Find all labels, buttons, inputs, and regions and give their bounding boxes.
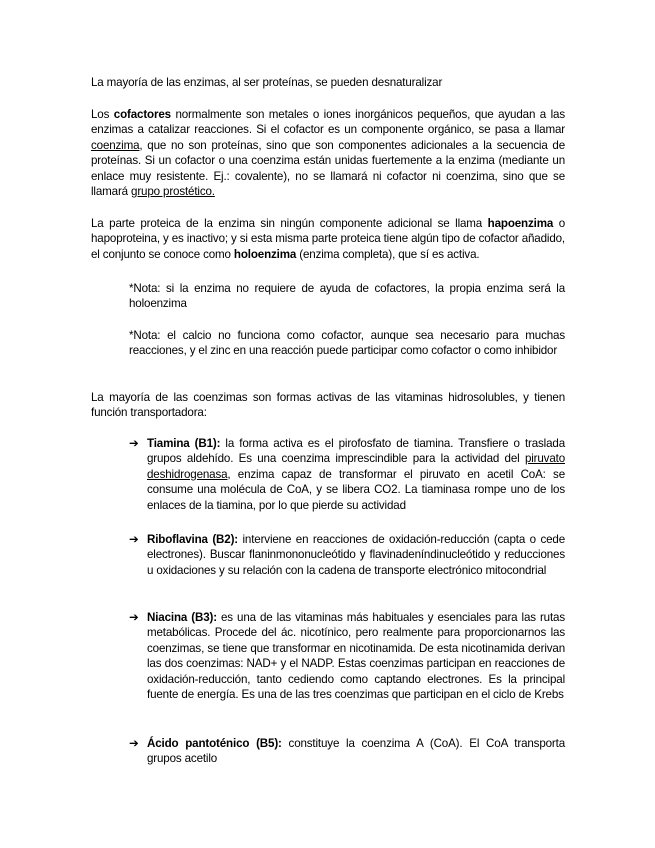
- text-run: constituye la coenzima A (CoA). El CoA transporta grupos acetilo: [147, 737, 566, 766]
- text-run: interviene en reacciones de oxidación-reducción (capta o cede electrones). Buscar flaninmononucleótido y flavinadeníndinucleótido y reducciones u oxidaciones y su relación con la cadena de transporte electrónico mitocondrial: [147, 533, 565, 577]
- text-run: , enzima capaz de transformar el piruvato en acetil CoA: se consume una molécula de CoA, y se libera CO2. La tiaminasa rompe uno de los enlaces de la tiamina, por lo que pierde su actividad: [147, 467, 565, 512]
- term-piruvato-deshidrogenasa: piruvato deshidrogenasa: [147, 452, 565, 481]
- text-run: Los: [91, 108, 114, 121]
- text-run: o hapoproteina, y es inactivo; y si esta misma parte proteica tiene algún tipo de cofactor añadido, el conjunto se conoce como: [91, 217, 566, 261]
- vitamin-name: Riboflavina (B2):: [147, 533, 238, 546]
- vitamin-name: Ácido pantoténico (B5):: [147, 737, 282, 750]
- vitamin-name: Tiamina (B1):: [147, 437, 221, 450]
- arrow-bullet-icon: ➔: [129, 437, 139, 450]
- text-run: normalmente son metales o iones inorgánicos pequeños, que ayudan a las enzimas a catalizar reacciones. Si el cofactor es un componente orgánico, se pasa a llamar: [91, 108, 565, 137]
- text-run: (enzima completa), que sí es activa.: [296, 247, 480, 261]
- text-run: es una de las vitaminas más habituales y esenciales para las rutas metabólicas. Procede del ác. nicotínico, pero realmente para proporcionarnos las coenzimas, se tiene que transformar en nicotinamida. De esta nicotinamida derivan las dos coenzimas: NAD+ y el NADP. Estas coenzimas participan en reacciones de oxidación-reducción, tanto cediendo como captando electrones. Es la principal fuente de energía. Es una de las tres coenzimas que participan en el ciclo de Krebs: [147, 611, 565, 702]
- term-coenzima: coenzima: [91, 138, 140, 152]
- term-hapoenzima: hapoenzima: [487, 217, 554, 230]
- arrow-bullet-icon: ➔: [129, 737, 139, 750]
- apoenzima-paragraph: [91, 216, 565, 262]
- term-holoenzima: holoenzima: [233, 247, 297, 261]
- arrow-bullet-icon: ➔: [129, 611, 139, 624]
- list-item-riboflavina: [129, 532, 565, 578]
- list-item-tiamina: [129, 436, 565, 513]
- note-calcio: *Nota: el calcio no funciona como cofactor, aunque sea necesario para muchas reacciones, y el zinc en una reacción puede participar como cofactor o como inhibidor: [129, 329, 565, 358]
- intro-paragraph: La mayoría de las enzimas, al ser proteínas, se pueden desnaturalizar: [91, 76, 443, 89]
- note-holoenzima: *Nota: si la enzima no requiere de ayuda de cofactores, la propia enzima será la holoenzima: [129, 282, 565, 311]
- text-run: La parte proteica de la enzima sin ningún componente adicional se llama: [91, 217, 488, 230]
- coenzimas-intro-paragraph: La mayoría de las coenzimas son formas activas de las vitaminas hidrosolubles, y tienen función transportadora:: [91, 391, 565, 420]
- arrow-bullet-icon: ➔: [129, 533, 139, 546]
- text-run: , que no son proteínas, sino que son componentes adicionales a la secuencia de proteínas. Si un cofactor o una coenzima están unidas fuertemente a la enzima (mediante un enlace muy resistente. Ej.: covalente), no se llamará ni cofactor ni coenzima, sino que se llamará: [91, 138, 565, 199]
- list-item-niacina: [129, 610, 565, 702]
- cofactores-paragraph: [91, 107, 565, 199]
- term-grupo-prostetico: grupo prostético.: [131, 185, 215, 199]
- term-cofactores: cofactores: [113, 108, 171, 121]
- vitamin-name: Niacina (B3):: [147, 611, 217, 624]
- list-item-acido-pantotenico: [129, 736, 565, 767]
- text-run: la forma activa es el pirofosfato de tiamina. Transfiere o traslada grupos aldehído. Es una coenzima imprescindible para la actividad del: [147, 437, 565, 466]
